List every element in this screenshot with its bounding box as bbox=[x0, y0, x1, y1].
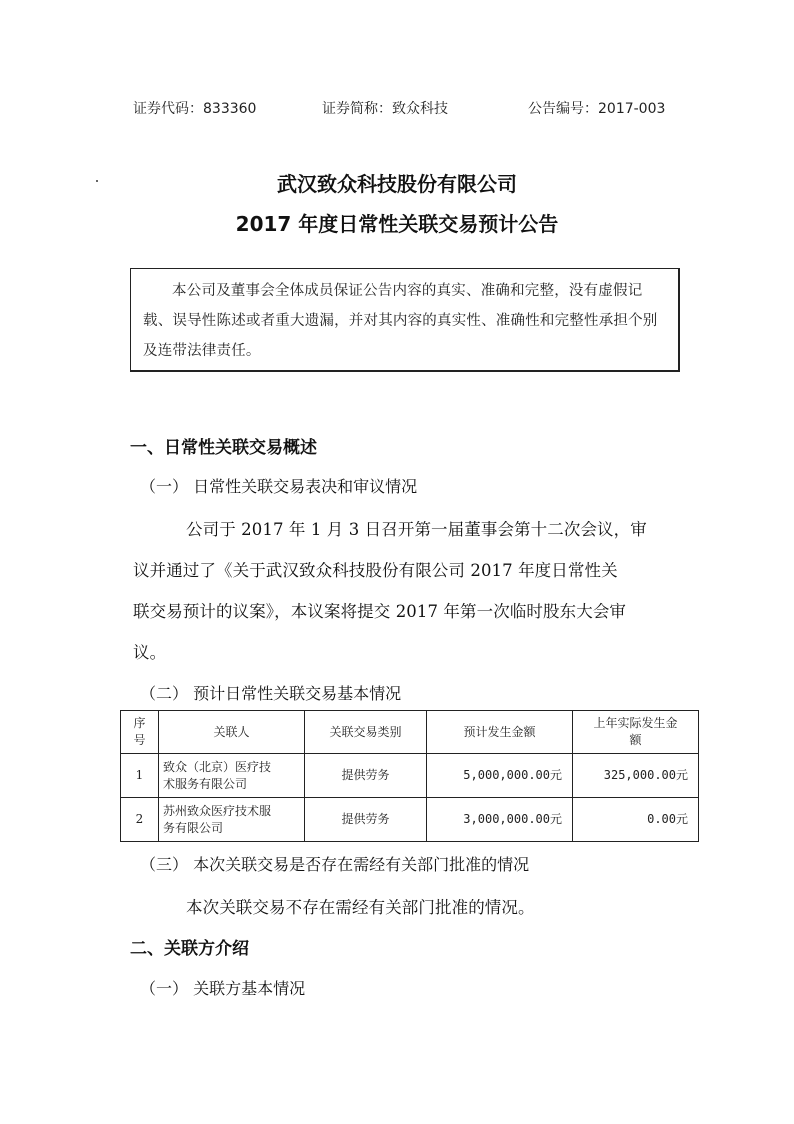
header-type: 关联交易类别 bbox=[305, 711, 427, 754]
disclaimer-box: 本公司及董事会全体成员保证公告内容的真实、准确和完整，没有虚假记载、误导性陈述或者重大遗漏，并对其内容的真实性、准确性和完整性承担个别及连带法律责任。 bbox=[130, 268, 680, 372]
para-line: 议。 bbox=[133, 643, 167, 662]
header-party: 关联人 bbox=[159, 711, 305, 754]
subsection-2-1: （一） 关联方基本情况 bbox=[140, 979, 306, 998]
header-estimate: 预计发生金额 bbox=[427, 711, 573, 754]
section-1-heading: 一、日常性关联交易概述 bbox=[130, 438, 317, 458]
cell-last-year: 325,000.00元 bbox=[573, 754, 699, 798]
header-no: 序 号 bbox=[121, 711, 159, 754]
cell-type: 提供劳务 bbox=[305, 754, 427, 798]
table-row bbox=[121, 754, 699, 798]
subsection-1-3: （三） 本次关联交易是否存在需经有关部门批准的情况 bbox=[140, 855, 530, 874]
company-title: 武汉致众科技股份有限公司 bbox=[277, 172, 517, 196]
cell-party: 致众（北京）医疗技 术服务有限公司 bbox=[159, 754, 305, 798]
para-line: 公司于 2017 年 1 月 3 日召开第一届董事会第十二次会议，审 bbox=[186, 520, 647, 539]
cell-estimate: 3,000,000.00元 bbox=[427, 798, 573, 842]
cell-no: 2 bbox=[121, 798, 159, 842]
para-line: 联交易预计的议案》，本议案将提交 2017 年第一次临时股东大会审 bbox=[133, 602, 627, 621]
security-abbr: 证券简称：致众科技 bbox=[322, 101, 448, 117]
announcement-number: 公告编号：2017-003 bbox=[528, 101, 666, 117]
announcement-title: 2017 年度日常性关联交易预计公告 bbox=[235, 212, 559, 236]
para-line: 议并通过了《关于武汉致众科技股份有限公司 2017 年度日常性关 bbox=[133, 561, 618, 580]
cell-no: 1 bbox=[121, 754, 159, 798]
header-last-year: 上年实际发生金 额 bbox=[573, 711, 699, 754]
subsection-1-2: （二） 预计日常性关联交易基本情况 bbox=[140, 684, 402, 703]
cell-party: 苏州致众医疗技术服 务有限公司 bbox=[159, 798, 305, 842]
table-row bbox=[121, 798, 699, 842]
subsection-1-1: （一） 日常性关联交易表决和审议情况 bbox=[140, 477, 418, 496]
table-header-row bbox=[121, 711, 699, 754]
cell-last-year: 0.00元 bbox=[573, 798, 699, 842]
security-code: 证券代码：833360 bbox=[133, 101, 257, 117]
related-transactions-table bbox=[120, 710, 699, 842]
cell-type: 提供劳务 bbox=[305, 798, 427, 842]
cell-estimate: 5,000,000.00元 bbox=[427, 754, 573, 798]
para-approval: 本次关联交易不存在需经有关部门批准的情况。 bbox=[186, 898, 535, 917]
section-2-heading: 二、关联方介绍 bbox=[130, 939, 249, 959]
